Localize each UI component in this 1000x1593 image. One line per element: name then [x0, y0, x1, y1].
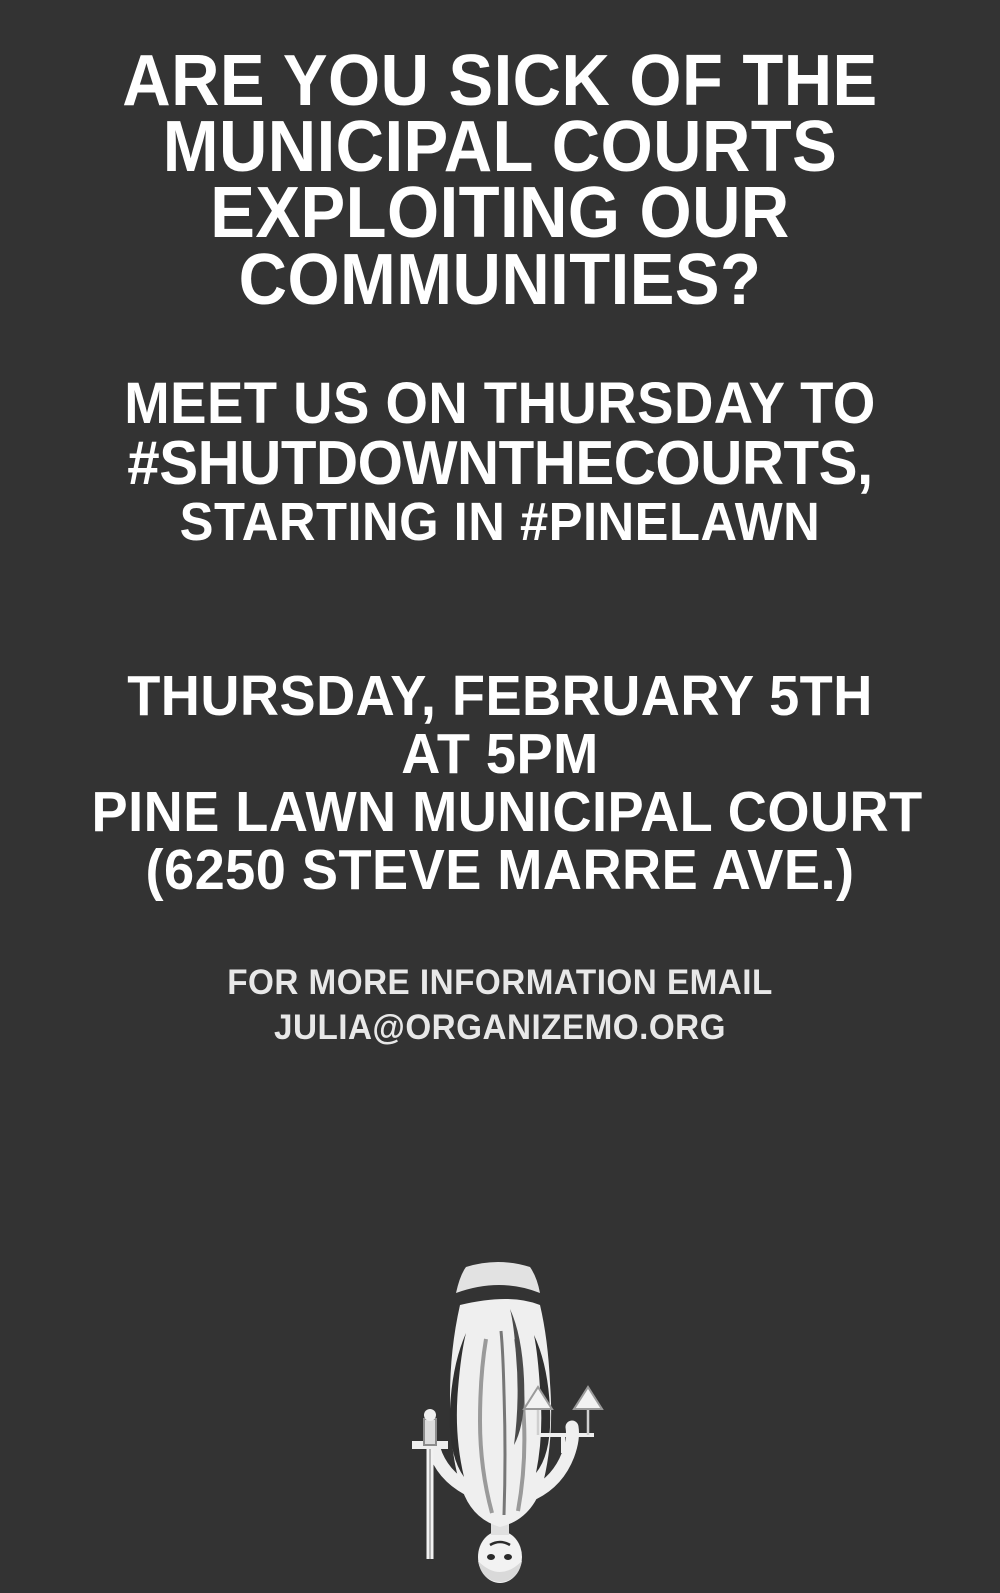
headline-line-4: COMMUNITIES? [238, 239, 762, 320]
event-time: AT 5PM [401, 722, 599, 787]
call-to-action-hashtag: #SHUTDOWNTHECOURTS, [127, 428, 873, 498]
call-to-action-line-3: STARTING IN #PINELAWN [179, 491, 821, 552]
contact-email: JULIA@ORGANIZEMO.ORG [273, 1008, 727, 1048]
event-date: THURSDAY, FEBRUARY 5TH [127, 663, 873, 728]
headline-line-3: EXPLOITING OUR [210, 173, 790, 254]
event-details [25, 663, 975, 903]
illustration-container [0, 1245, 1000, 1585]
event-address: (6250 STEVE MARRE AVE.) [145, 838, 855, 903]
event-venue: PINE LAWN MUNICIPAL COURT [91, 780, 923, 845]
contact-info [25, 961, 975, 1051]
call-to-action [30, 370, 970, 552]
toppled-lady-justice-statue-icon [390, 1245, 610, 1585]
headline-line-1: ARE YOU SICK OF THE [122, 41, 878, 121]
call-to-action-line-1: MEET US ON THURSDAY TO [124, 370, 876, 436]
contact-prompt: FOR MORE INFORMATION EMAIL [227, 963, 773, 1003]
headline [35, 41, 965, 320]
protest-flyer [0, 41, 1000, 1593]
headline-line-2: MUNICIPAL COURTS [162, 107, 838, 188]
